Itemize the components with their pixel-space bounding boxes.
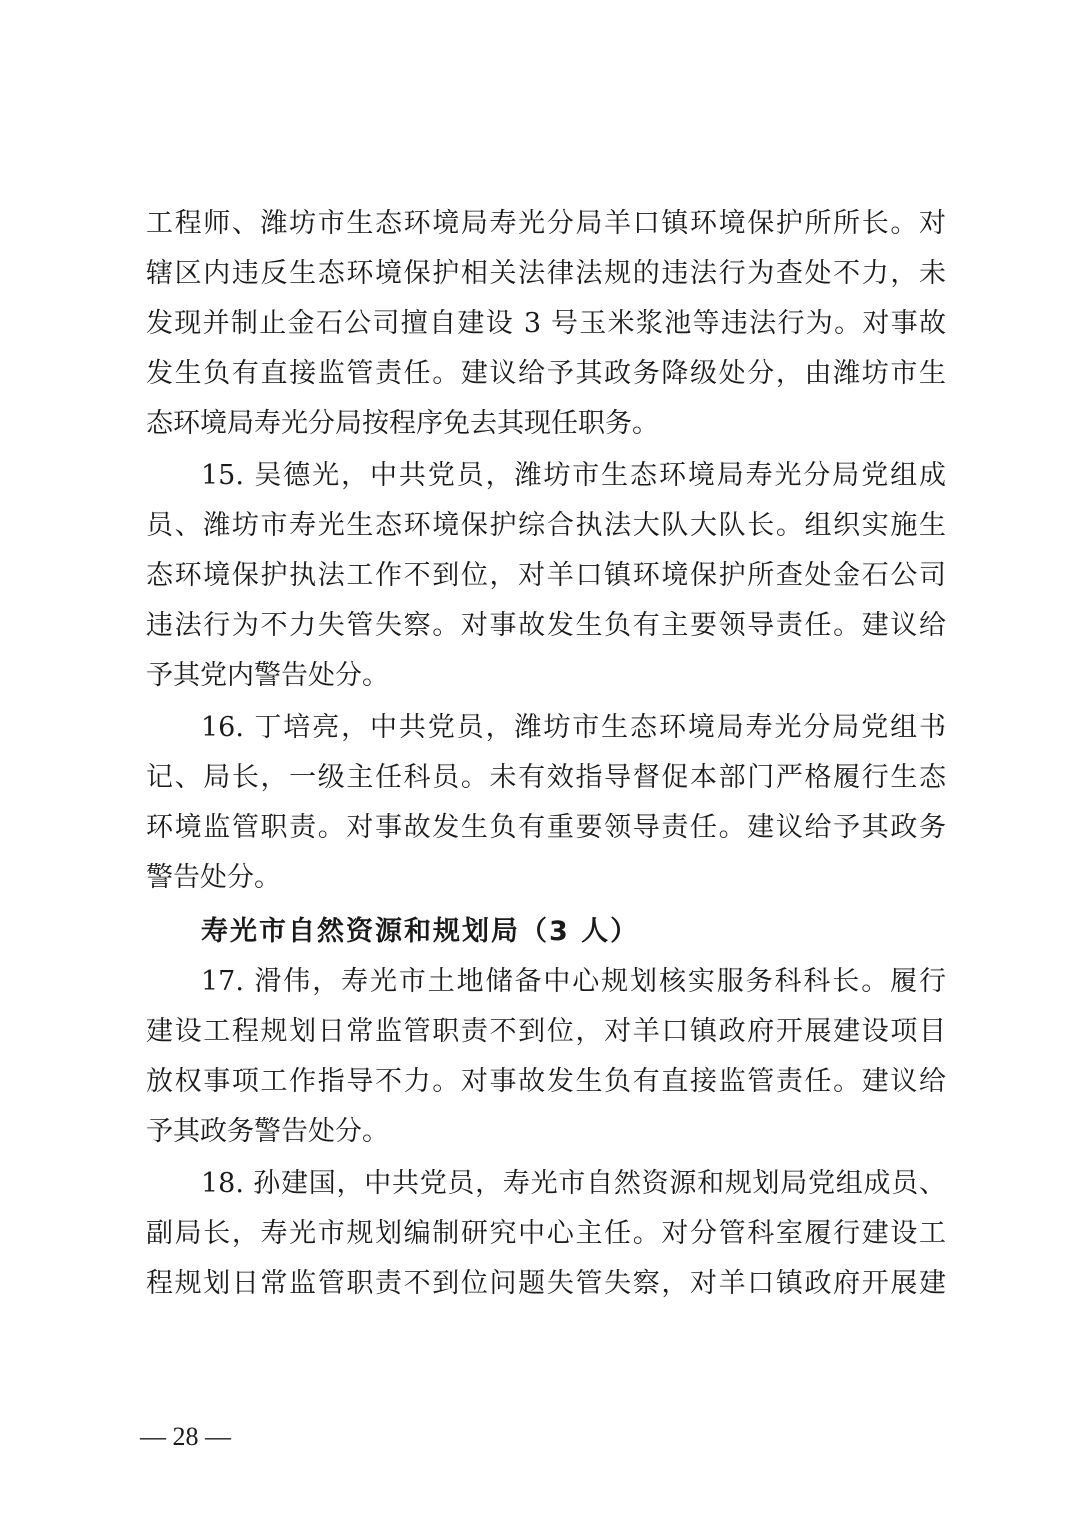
text-line: 程规划日常监管职责不到位问题失管失察，对羊口镇政府开展建 <box>146 1268 946 1299</box>
paragraph-start-line: 18. 孙建国，中共党员，寿光市自然资源和规划局党组成员、 <box>201 1168 946 1199</box>
text-line: 员、潍坊市寿光生态环境保护综合执法大队大队长。组织实施生 <box>146 510 946 541</box>
text-line: 副局长，寿光市规划编制研究中心主任。对分管科室履行建设工 <box>146 1218 946 1249</box>
paragraph-start-line: 16. 丁培亮，中共党员，潍坊市生态环境局寿光分局党组书 <box>201 712 946 743</box>
text-line: 违法行为不力失管失察。对事故发生负有主要领导责任。建议给 <box>146 610 946 641</box>
paragraph-start-line: 17. 滑伟，寿光市土地储备中心规划核实服务科科长。履行 <box>201 966 946 997</box>
text-line: 发生负有直接监管责任。建议给予其政务降级处分，由潍坊市生 <box>146 358 946 389</box>
text-line: 建设工程规划日常监管职责不到位，对羊口镇政府开展建设项目 <box>146 1016 946 1047</box>
text-line: 警告处分。 <box>146 862 281 893</box>
paragraph-start-line: 15. 吴德光，中共党员，潍坊市生态环境局寿光分局党组成 <box>201 460 946 491</box>
text-line: 予其政务警告处分。 <box>146 1116 389 1147</box>
text-line: 予其党内警告处分。 <box>146 660 389 691</box>
text-line: 态环境保护执法工作不到位，对羊口镇环境保护所查处金石公司 <box>146 560 946 591</box>
text-line: 辖区内违反生态环境保护相关法律法规的违法行为查处不力，未 <box>146 258 946 289</box>
text-line: 工程师、潍坊市生态环境局寿光分局羊口镇环境保护所所长。对 <box>146 208 946 239</box>
text-line: 环境监管职责。对事故发生负有重要领导责任。建议给予其政务 <box>146 812 946 843</box>
text-line: 态环境局寿光分局按程序免去其现任职务。 <box>146 408 659 439</box>
page-number: — 28 — <box>140 1422 231 1451</box>
text-line: 记、局长，一级主任科员。未有效指导督促本部门严格履行生态 <box>146 762 946 793</box>
text-line: 放权事项工作指导不力。对事故发生负有直接监管责任。建议给 <box>146 1066 946 1097</box>
section-heading: 寿光市自然资源和规划局（3 人） <box>201 916 640 947</box>
text-line: 发现并制止金石公司擅自建设 3 号玉米浆池等违法行为。对事故 <box>146 308 946 339</box>
